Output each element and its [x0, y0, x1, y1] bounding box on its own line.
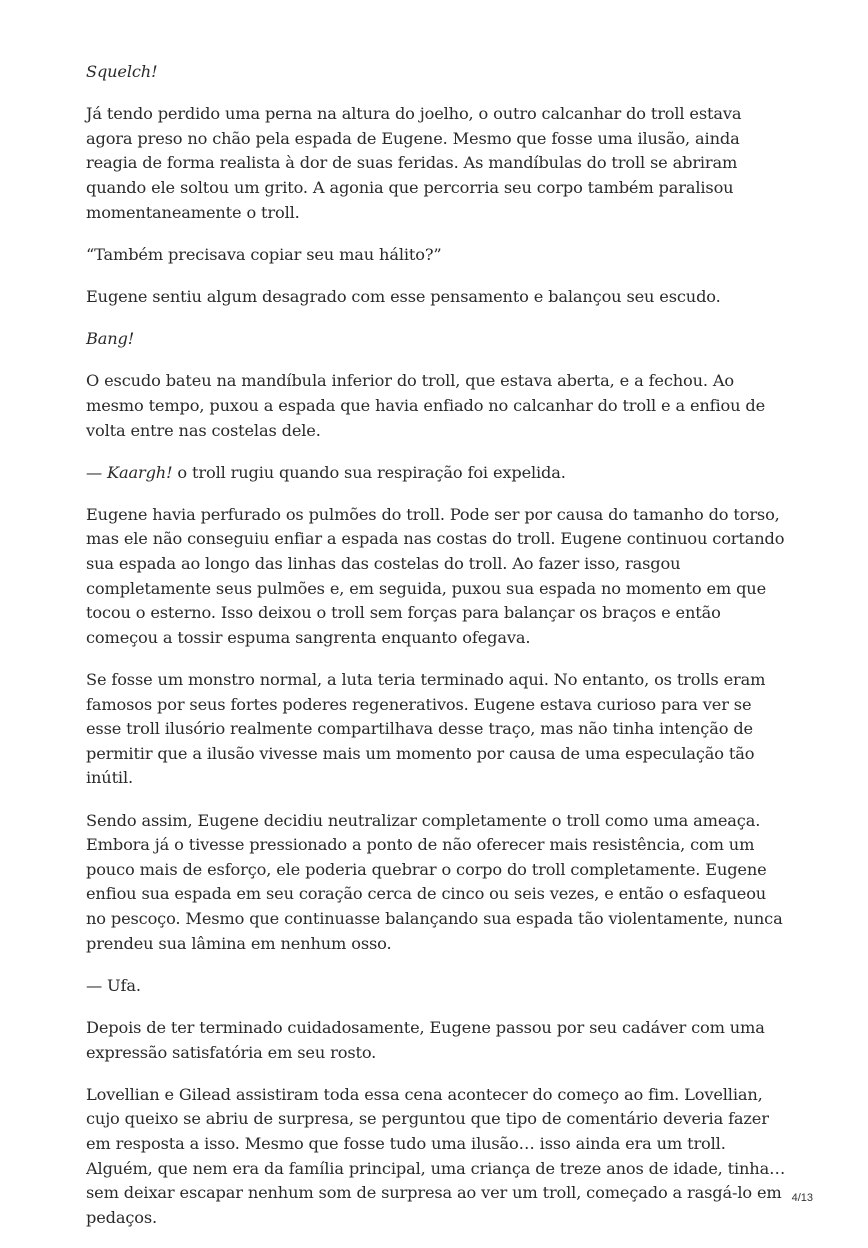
paragraph-sound-squelch: Squelch!: [86, 62, 158, 81]
roar-description: o troll rugiu quando sua respiração foi expelida.: [172, 462, 566, 482]
paragraph-troll-roar: [86, 461, 786, 486]
paragraph-ufa: — Ufa.: [86, 975, 141, 995]
paragraph-troll-heel-pinned: Já tendo perdido uma perna na altura do joelho, o outro calcanhar do troll estava agora preso no chão pela espada de Eugene. Mesmo que fosse uma ilusão, ainda reagia de forma realista à dor de suas feridas. As mandíbulas do troll se abriram quando ele soltou um grito. A agonia que percorria seu corpo também paralisou momentaneamente o troll.: [86, 104, 742, 222]
dialogue-dash: —: [86, 462, 108, 482]
paragraph-sound-bang: Bang!: [86, 329, 135, 349]
roar-sound: Kaargh!: [107, 462, 173, 482]
paragraph-lungs-pierced: Eugene havia perfurado os pulmões do troll. Pode ser por causa do tamanho do torso, mas ele não conseguiu enfiar a espada nas costas do troll. Eugene continuou cortando sua espada ao longo das linhas das costelas do troll. Ao fazer isso, rasgou completamente seus pulmões e, em seguida, puxou sua espada no momento em que tocou o esterno. Isso deixou o troll sem forças para balançar os braços e então começou a tossir espuma sangrenta enquanto ofegava.: [86, 504, 785, 647]
paragraph-regeneration: Se fosse um monstro normal, a luta teria terminado aqui. No entanto, os trolls eram famosos por seus fortes poderes regenerativos. Eugene estava curioso para ver se esse troll ilusório realmente compartilhava desse traço, mas não tinha intenção de permitir que a ilusão vivesse mais um momento por causa de uma especulação tão inútil.: [86, 670, 766, 788]
paragraph-passed-corpse: Depois de ter terminado cuidadosamente, Eugene passou por seu cadáver com uma expressão satisfatória em seu rosto.: [86, 1017, 765, 1062]
paragraph-lovellian-gilead: Lovellian e Gilead assistiram toda essa cena acontecer do começo ao fim. Lovellian, cujo queixo se abriu de surpresa, se perguntou que tipo de comentário deveria fazer em resposta a isso. Mesmo que fosse tudo uma ilusão… isso ainda era um troll. Alguém, que nem era da família principal, uma criança de treze anos de idade, tinha… sem deixar escapar nenhum som de surpresa ao ver um troll, começado a rasgá-lo em pedaços.: [86, 1084, 786, 1227]
paragraph-swung-shield: Eugene sentiu algum desagrado com esse pensamento e balançou seu escudo.: [86, 286, 721, 306]
paragraph-bad-breath-thought: “Também precisava copiar seu mau hálito?”: [86, 244, 442, 264]
page-number: 4/13: [791, 1192, 813, 1204]
document-page: [86, 60, 786, 1248]
paragraph-neutralize-troll: Sendo assim, Eugene decidiu neutralizar completamente o troll como uma ameaça. Embora já o tivesse pressionado a ponto de não oferecer mais resistência, com um pouco mais de esforço, ele poderia quebrar o corpo do troll completamente. Eugene enfiou sua espada em seu coração cerca de cinco ou seis vezes, e então o esfaqueou no pescoço. Mesmo que continuasse balançando sua espada tão violentamente, nunca prendeu sua lâmina em nenhum osso.: [86, 810, 783, 953]
paragraph-shield-hit-jaw: O escudo bateu na mandíbula inferior do troll, que estava aberta, e a fechou. Ao mesmo tempo, puxou a espada que havia enfiado no calcanhar do troll e a enfiou de volta entre nas costelas dele.: [86, 371, 766, 440]
